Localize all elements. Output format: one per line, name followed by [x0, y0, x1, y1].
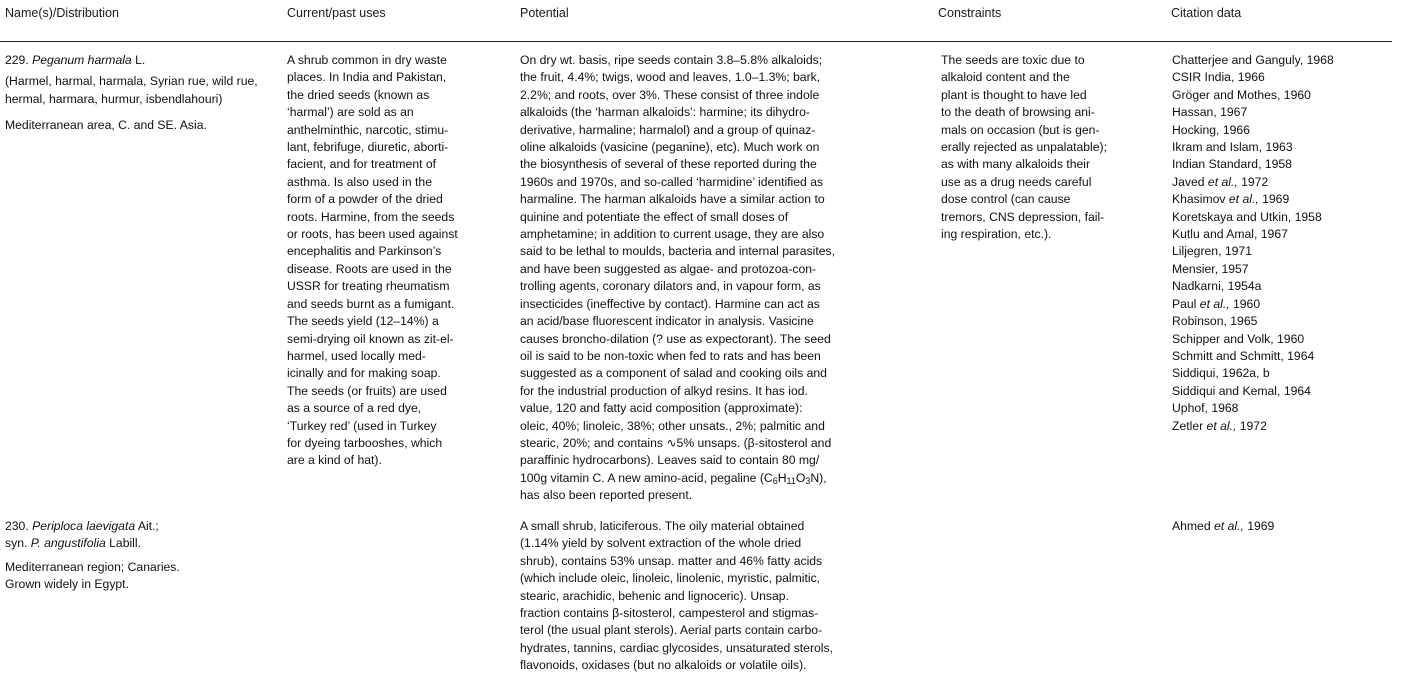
header-constraints: Constraints — [938, 6, 1002, 20]
text-line: semi-drying oil known as zit-el- — [287, 331, 454, 346]
text-line: (1.14% yield by solvent extraction of the whole dried — [520, 536, 802, 551]
citation-author: Liljegren — [1172, 244, 1219, 259]
species-authority: Ait.; — [137, 519, 159, 533]
citation-item: Siddiqui and Kemal, 1964 — [1172, 383, 1311, 398]
text-line: stearic, arachidic, behenic and lignoceric). Unsap. — [520, 588, 789, 603]
text-line: ‘harmal’) are sold as an — [287, 105, 414, 120]
text-line: an acid/base fluorescent indicator in analysis. Vasicine — [520, 314, 814, 329]
text-line: ‘Turkey red’ (used in Turkey — [287, 418, 437, 433]
citation-item: Chatterjee and Ganguly, 1968 — [1172, 53, 1334, 67]
text-line: (which include oleic, linoleic, linolenic, myristic, palmitic, — [520, 571, 821, 586]
text-line: asthma. Is also used in the — [287, 174, 432, 189]
citation-item: Kutlu and Amal, 1967 — [1172, 227, 1288, 242]
text-line: causes broncho-dilation (? use as expectorant). The seed — [520, 331, 831, 346]
text-line: tremors, CNS depression, fail- — [941, 209, 1105, 224]
text-line: 1960s and 1970s, and so-called ‘harmidine’ identified as — [520, 174, 824, 189]
text-line: trolling agents, coronary dilators and, in vapour form, as — [520, 279, 821, 294]
entry-number: 230. — [5, 519, 29, 533]
citation-year: 1964 — [1287, 348, 1315, 363]
text-line: stearic, 20%; and contains ∿5% unsaps. (β-sitosterol and — [520, 435, 832, 450]
citation-item: Siddiqui, 1962a, b — [1172, 366, 1270, 381]
text-line: suggested as a component of salad and cooking oils and — [520, 366, 827, 381]
text-line: value, 120 and fatty acid composition (approximate): — [520, 401, 803, 416]
citation-item: Liljegren, 1971 — [1172, 244, 1252, 259]
text-line: dose control (can cause — [941, 192, 1071, 207]
citation-year: 1966 — [1222, 122, 1250, 137]
header-rule — [0, 41, 1392, 42]
entry-number: 229. — [5, 53, 29, 67]
entry-229-uses — [287, 52, 512, 470]
citation-author: Kutlu and Amal — [1172, 227, 1254, 242]
text-line: for the industrial production of alkyd resins. It has iod. — [520, 383, 808, 398]
citation-author: Hocking — [1172, 122, 1217, 137]
text-line: plant is thought to have led — [941, 87, 1087, 102]
citation-year: 1969 — [1247, 519, 1275, 533]
text-line: the dried seeds (known as — [287, 87, 430, 102]
text-line: disease. Roots are used in the — [287, 261, 452, 276]
entry-229-title — [5, 52, 275, 69]
synonym-line — [5, 535, 275, 552]
text-line: form of a powder of the dried — [287, 192, 443, 207]
text-line: erally rejected as unpalatable); — [941, 140, 1107, 155]
synonym-prefix: syn. — [5, 536, 28, 551]
common-names: (Harmel, harmal, harmala, Syrian rue, wild rue, hermal, harmara, hurmur, isbendlahouri) — [5, 74, 258, 106]
entry-229-potential — [520, 52, 935, 505]
citation-author: Siddiqui and Kemal — [1172, 383, 1278, 398]
text-line: harmel, used locally med- — [287, 348, 426, 363]
citation-item — [1172, 296, 1397, 313]
text-line: said to be lethal to moulds, bacteria and internal parasites, — [520, 244, 836, 259]
citation-year: 1963 — [1265, 140, 1293, 155]
text-line: The seeds are toxic due to — [941, 53, 1085, 67]
text-line: anthelminthic, narcotic, stimu- — [287, 122, 449, 137]
citation-author: Javed — [1172, 174, 1205, 189]
citation-item — [1172, 518, 1397, 535]
citation-year: 1960 — [1283, 87, 1311, 102]
citation-item: CSIR India, 1966 — [1172, 70, 1265, 85]
distribution-line-1: Mediterranean region; Canaries. — [5, 559, 180, 574]
text-line: hydrates, tannins, cardiac glycosides, unsaturated sterols, — [520, 640, 833, 655]
text-line: for dyeing tarbooshes, which — [287, 435, 443, 450]
text-line: or roots, has been used against — [287, 227, 458, 242]
citation-item: Mensier, 1957 — [1172, 261, 1249, 276]
citation-year: 1967 — [1220, 105, 1248, 120]
citation-author: Nadkarni — [1172, 279, 1221, 294]
citation-etal: et al., — [1199, 296, 1230, 311]
citation-author: Paul — [1172, 296, 1197, 311]
citation-author: Ikram and Islam — [1172, 140, 1259, 155]
citation-author: Schmitt and Schmitt — [1172, 348, 1281, 363]
citation-year: 1965 — [1230, 314, 1258, 329]
text-line: quinine and potentiate the effect of small doses of — [520, 209, 789, 224]
text-line: The seeds yield (12–14%) a — [287, 314, 439, 329]
citation-year: 1971 — [1224, 244, 1252, 259]
citation-year: 1960 — [1233, 296, 1261, 311]
citation-author: Gröger and Mothes — [1172, 87, 1278, 102]
citation-author: Khasimov — [1172, 192, 1226, 207]
entry-230-potential — [520, 518, 935, 675]
header-name-distribution: Name(s)/Distribution — [5, 6, 119, 20]
text-line: derivative, harmaline; harmalol) and a group of quinaz- — [520, 122, 816, 137]
text-line: places. In India and Pakistan, — [287, 70, 447, 85]
text-line: alkaloids (the ‘harman alkaloids’: harmine; its dihydro- — [520, 105, 810, 120]
text-line: encephalitis and Parkinson’s — [287, 244, 442, 259]
citation-item: Ikram and Islam, 1963 — [1172, 140, 1293, 155]
citation-year: 1972 — [1241, 174, 1269, 189]
citation-year: 1958 — [1294, 209, 1322, 224]
text-line: insecticides (ineffective by contact). Harmine can act as — [520, 296, 820, 311]
citation-year: 1962a, b — [1222, 366, 1270, 381]
text-line: harmaline. The harman alkaloids have a similar action to — [520, 192, 825, 207]
synonym-authority: Labill. — [109, 536, 141, 551]
text-line: ing respiration, etc.). — [941, 227, 1052, 242]
text-line: oleic, 40%; linoleic, 38%; other unsats., 2%; palmitic and — [520, 418, 825, 433]
citation-author: Ahmed — [1172, 519, 1211, 533]
citation-etal: et al., — [1214, 519, 1244, 533]
text-line: lant, febrifuge, diuretic, aborti- — [287, 140, 449, 155]
distribution-line-2: Grown widely in Egypt. — [5, 577, 129, 592]
citation-item — [1172, 174, 1397, 191]
synonym-name: P. angustifolia — [30, 536, 106, 551]
entry-230-citations — [1172, 518, 1397, 535]
citation-item: Nadkarni, 1954a — [1172, 279, 1262, 294]
citation-item — [1172, 418, 1397, 435]
species-name: Peganum harmala — [32, 53, 132, 67]
text-line: has also been reported present. — [520, 488, 693, 503]
header-potential: Potential — [520, 6, 569, 20]
citation-year: 1964 — [1283, 383, 1311, 398]
citation-etal: et al., — [1207, 174, 1238, 189]
text-line: oil is said to be non-toxic when fed to rats and has been — [520, 348, 821, 363]
text-line: USSR for treating rheumatism — [287, 279, 450, 294]
text-line: roots. Harmine, from the seeds — [287, 209, 455, 224]
citation-year: 1968 — [1211, 401, 1239, 416]
text-line: as with many alkaloids their — [941, 157, 1091, 172]
citation-item: Hassan, 1967 — [1172, 105, 1248, 120]
citation-author: Indian Standard — [1172, 157, 1259, 172]
text-line: mals on occasion (but is gen- — [941, 122, 1100, 137]
citation-item: Koretskaya and Utkin, 1958 — [1172, 209, 1322, 224]
entry-229-constraints — [941, 52, 1166, 243]
citation-item — [1172, 191, 1397, 208]
citation-item: Gröger and Mothes, 1960 — [1172, 87, 1311, 102]
citation-year: 1968 — [1306, 53, 1334, 67]
entry-229-citations — [1172, 52, 1397, 435]
citation-year: 1960 — [1277, 331, 1305, 346]
citation-author: Zetler — [1172, 418, 1204, 433]
text-line: terol (the usual plant sterols). Aerial parts contain carbo- — [520, 623, 823, 638]
text-line: On dry wt. basis, ripe seeds contain 3.8–5.8% alkaloids; — [520, 53, 823, 67]
citation-year: 1969 — [1262, 192, 1290, 207]
text-line: are a kind of hat). — [287, 453, 382, 468]
text-line: shrub), contains 53% unsap. matter and 46% fatty acids — [520, 553, 823, 568]
citation-author: Koretskaya and Utkin — [1172, 209, 1288, 224]
text-line: alkaloid content and the — [941, 70, 1070, 85]
header-current-past-uses: Current/past uses — [287, 6, 386, 20]
text-line: paraffinic hydrocarbons). Leaves said to contain 80 mg/ — [520, 453, 820, 468]
citation-author: Schipper and Volk — [1172, 331, 1271, 346]
citation-author: Mensier — [1172, 261, 1215, 276]
citation-item: Schmitt and Schmitt, 1964 — [1172, 348, 1315, 363]
citation-year: 1958 — [1264, 157, 1292, 172]
text-line: as a source of a red dye, — [287, 401, 422, 416]
citation-year: 1972 — [1239, 418, 1267, 433]
text-line: flavonoids, oxidases (but no alkaloids or volatile oils). — [520, 658, 807, 673]
citation-year: 1966 — [1237, 70, 1265, 85]
citation-year: 1967 — [1260, 227, 1288, 242]
citation-item: Uphof, 1968 — [1172, 401, 1239, 416]
citation-etal: et al., — [1228, 192, 1259, 207]
citation-item: Hocking, 1966 — [1172, 122, 1250, 137]
species-name: Periploca laevigata — [32, 519, 136, 533]
citation-author: Hassan — [1172, 105, 1214, 120]
text-line: A small shrub, laticiferous. The oily material obtained — [520, 519, 805, 533]
text-line: 2.2%; and roots, over 3%. These consist of three indole — [520, 87, 820, 102]
entry-230-title — [5, 518, 275, 535]
text-line: and seeds burnt as a fumigant. — [287, 296, 455, 311]
distribution: Mediterranean area, C. and SE. Asia. — [5, 118, 207, 133]
citation-item: Robinson, 1965 — [1172, 314, 1258, 329]
entry-230-name-column — [5, 518, 275, 594]
citation-item: Indian Standard, 1958 — [1172, 157, 1292, 172]
species-authority: L. — [135, 53, 146, 67]
text-line: and have been suggested as algae- and protozoa-con- — [520, 261, 817, 276]
citation-etal: et al., — [1206, 418, 1237, 433]
text-line: icinally and for making soap. — [287, 366, 441, 381]
text-line: 100g vitamin C. A new amino-acid, pegaline $(C_6H_{11}O_3N)$, — [520, 470, 827, 486]
citation-author: Robinson — [1172, 314, 1224, 329]
text-line: the fruit, 4.4%; twigs, wood and leaves, 1.0–1.3%; bark, — [520, 70, 821, 85]
text-line: fraction contains β-sitosterol, campesterol and stigmas- — [520, 606, 819, 621]
text-line: the biosynthesis of several of these reported during the — [520, 157, 817, 172]
citation-author: Uphof — [1172, 401, 1205, 416]
entry-229-name-column — [5, 52, 275, 135]
citation-author: Chatterjee and Ganguly — [1172, 53, 1300, 67]
text-line: The seeds (or fruits) are used — [287, 383, 447, 398]
citation-year: 1957 — [1221, 261, 1249, 276]
text-line: amphetamine; in addition to current usage, they are also — [520, 227, 825, 242]
citation-author: CSIR India — [1172, 70, 1231, 85]
citation-author: Siddiqui — [1172, 366, 1216, 381]
text-line: oline alkaloids (vasicine (peganine), etc). Much work on — [520, 140, 820, 155]
citation-item: Schipper and Volk, 1960 — [1172, 331, 1305, 346]
citation-year: 1954a — [1227, 279, 1262, 294]
text-line: facient, and for treatment of — [287, 157, 437, 172]
text-line: to the death of browsing ani- — [941, 105, 1095, 120]
header-citation-data: Citation data — [1171, 6, 1242, 20]
text-line: use as a drug needs careful — [941, 174, 1092, 189]
text-line: A shrub common in dry waste — [287, 53, 447, 67]
